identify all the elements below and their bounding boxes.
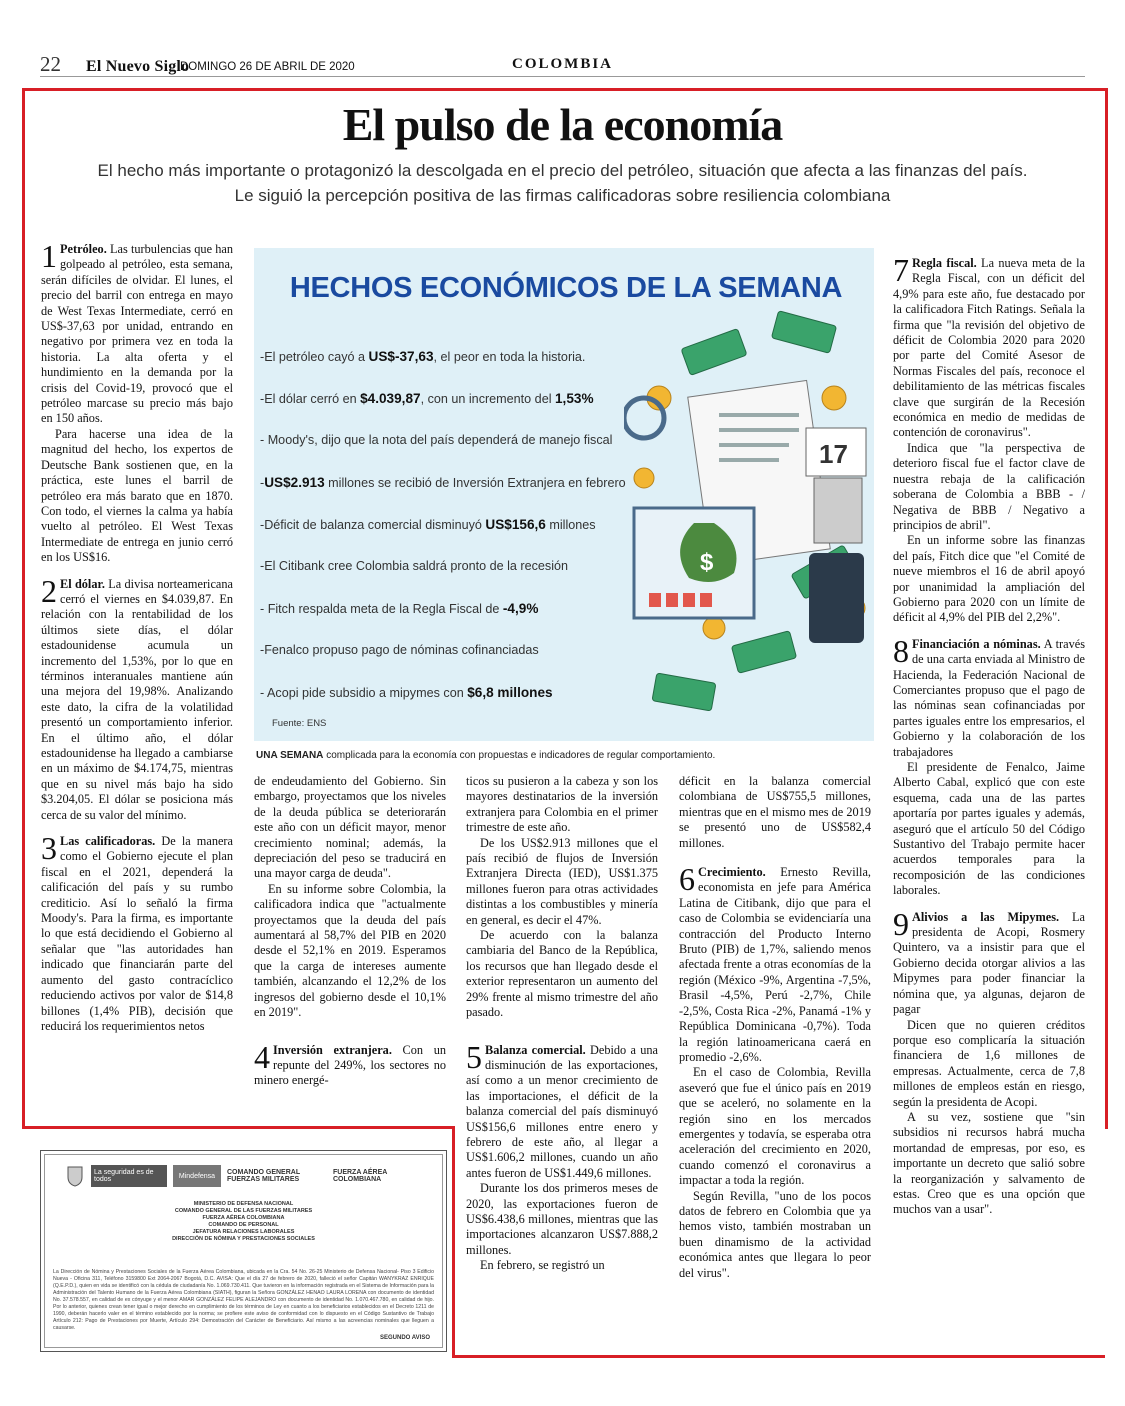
ad-heading-line: MINISTERIO DE DEFENSA NACIONAL [193, 1201, 294, 1207]
paragraph: En el caso de Colombia, Revilla aseveró que fue el único país en 2019 que se aceleró, no solamente en la región sino en los mercados emergentes y todavía, se esperaba otra aceleración del crecimiento en 2020, cuando comenzó el coronavirus a impactar a toda la región. [679, 1065, 871, 1188]
paragraph: Dicen que no quieren créditos porque eso complicaría la situación financiera de 1,6 millones de empresas. Actualmente, cerca de 7,8 millones de empleos están en riesgo, según la presidenta de Acopi. [893, 1017, 1085, 1109]
column-4 [679, 774, 871, 1281]
infographic-title: HECHOS ECONÓMICOS DE LA SEMANA [289, 272, 843, 304]
section-keyword: Crecimiento. [698, 865, 766, 880]
section-keyword: Financiación a nóminas. [912, 636, 1041, 651]
infographic-item-8: -Fenalco propuso pago de nóminas cofinanciadas [260, 643, 539, 657]
infographic [254, 248, 874, 741]
section-number: 7 [893, 252, 909, 288]
paragraph: Con un repunte del 249%, los sectores no minero energé- [254, 1042, 446, 1088]
infographic-item-3: - Moody's, dijo que la nota del país dependerá de manejo fiscal [260, 433, 613, 447]
section-number: 6 [679, 861, 695, 898]
ad-heading-line: COMANDO DE PERSONAL [208, 1222, 279, 1228]
highlight-frame-left-bottom [22, 1126, 455, 1129]
infographic-source: Fuente: ENS [272, 718, 327, 729]
paragraph: La presidenta de Acopi, Rosmery Quintero, va a insistir para que el Gobierno decida otorgar alivios a las Mipymes para poder financiar la nómina que, ya algunas, dejaron de pagar [893, 909, 1085, 1017]
legal-notice-ad [40, 1150, 447, 1352]
ad-logos [65, 1161, 430, 1191]
paragraph: En febrero, se registró un [480, 1258, 605, 1273]
ad-heading [45, 1201, 442, 1243]
money-illustration [624, 308, 874, 728]
section-keyword: Petróleo. [60, 242, 107, 256]
infographic-item-7: - Fitch respalda meta de la Regla Fiscal de -4,9% [260, 601, 539, 616]
column-1 [41, 238, 233, 1034]
section-number: 8 [893, 632, 909, 669]
svg-text:$: $ [700, 549, 714, 576]
section-keyword: El dólar. [60, 576, 105, 591]
paragraph: Ernesto Revilla, economista en jefe para América Latina de Citibank, dijo que para el caso de Colombia se evidenciaría una contracción del Producto Interno Bruto (PIB) de 1,7%, saliendo menos afectada frente a otras economías de la región (México -9%, Argentina -7,5%, Brasil -4,5%, Perú -2,7%, Chile -2,5%, Costa Rica -2%, Panamá -1% y República Dominicana -0,7%). Toda la región latinoamericana caerá en promedio -2,6%. [679, 865, 871, 1064]
ad-logo-comando: COMANDO GENERAL FUERZAS MILITARES [227, 1169, 300, 1183]
paragraph: En un informe sobre las finanzas del país, Fitch dice que "el Comité de nueve miembros el 16 de abril apoyó por unanimidad la ampliación del Gobierno para 2020 con un límite de déficit al 4,9% del PIB del 2,2%". [893, 533, 1085, 625]
column-3 [466, 774, 658, 1274]
paragraph: ticos su pusieron a la cabeza y son los mayores destinatarios de la inversión extranjera para Colombia en el primer trimestre de este año. [466, 774, 658, 835]
article-title: El pulso de la economía [342, 99, 783, 150]
paragraph: El presidente de Fenalco, Jaime Alberto Cabal, explicó que con este esquema, cada una de las partes aportaría por partes iguales y además, aseguró que el artículo 50 del Código Sustantivo del Trabajo permite hacer acuerdos temporales para la recomposición de las condiciones laborales. [893, 760, 1085, 898]
highlight-frame-inner-left [452, 1126, 455, 1358]
ad-heading-line: FUERZA AÉREA COLOMBIANA [202, 1215, 285, 1221]
section-keyword: Alivios a las Mipymes. [912, 909, 1060, 924]
section-keyword: Las calificadoras. [60, 834, 156, 849]
subtitle-line-1: El hecho más importante o protagonizó la descolgada en el precio del petróleo, situación que afecta a las finanzas del país. [97, 161, 1028, 180]
article-subtitle [30, 158, 1095, 208]
ad-logo-seguridad: La seguridad es de todos [91, 1165, 167, 1187]
paragraph: déficit en la balanza comercial colombiana de US$755,5 millones, mientras que en el mismo mes de 2019 se presentó uno de US$582,4 millones. [679, 774, 871, 850]
ad-logo-mindefensa: Mindefensa [173, 1165, 221, 1187]
paragraph: A su vez, sostiene que "sin subsidios ni recursos habrá mucha mortandad de empresas, por eso, es importante un decreto que salió sobre la reorganización y salvamento de estas. Creo que es una opción que muchos van a usar". [893, 1109, 1085, 1217]
ad-logo-fac: FUERZA AÉREA COLOMBIANA [333, 1169, 388, 1183]
section-number: 4 [254, 1038, 270, 1075]
section-name: COLOMBIA [512, 56, 614, 72]
ad-body-text: La Dirección de Nómina y Prestaciones Sociales de la Fuerza Aérea Colombiana, ubicada en la Cra. 54 No. 26-25 Ministerio de Defensa Nacional- Piso 3 Edificio Nueva - Oficina 311, Teléfono 3159800 Ext 2064-2067 Bogotá, D.C. AVISA: Que el día 27 de febrero de 2020, falleció el señor Capitán WANYKRAZ ENRIQUE (Q.E.P.D.), quien en vida se identificó con la cédula de ciudadanía No. 1.069.730.411. Que tuvieron en la información registrada en el Sistema de Información para la Administración del Talento Humano de la Fuerza Aérea Colombiana (SIATH), figuran la Señora GONZÁLEZ HENAO LAURA LORENA con documento de identidad No. 37.578.557, en calidad de ex cónyuge y el menor AMAR GONZÁLEZ FELIPE ALEJANDRO con documento de identidad No. 1.070.467.780, en calidad de hijo. Por lo anterior, quienes crean tener igual o mejor derecho en cumplimiento de los términos de Ley en cuanto a los beneficiarios establecidos en el Decreto 1211 de 1990, deberán hacerlo valer en el término establecido por la norma; se profiere este aviso de conformidad con lo dispuesto en el Código Sustantivo de Trabajo Artículo 212: Pago de Prestaciones por Muerte, Artículo 294: Demostración del Carácter de Beneficiario. Así mismo a las acreencias nominales que lleguen a causarse. [53, 1269, 434, 1331]
paragraph: Debido a una disminución de las exportaciones, así como a un menor crecimiento de las importaciones, el déficit de la balanza comercial del país disminuyó US$156,6 millones entre enero y febrero de este año, al llegar a US$1.606,2 millones, cuando un año antes fueron de US$1.449,6 millones. [466, 1042, 658, 1180]
ad-notice-label: SEGUNDO AVISO [379, 1335, 430, 1341]
ad-heading-line: JEFATURA RELACIONES LABORALES [192, 1229, 295, 1235]
section-keyword: Balanza comercial. [485, 1042, 586, 1057]
paragraph: De la manera como el Gobierno ejecute el plan fiscal en el 2021, dependerá la calificación del país y su rumbo crediticio. Así lo señaló la firma Moody's. Para la firma, es importante lo que está decidiendo el Gobierno al señalar que "las autoridades han indicado que financiarán parte del aumento del gasto contracíclico reduciendo activos por valor de $14,8 billones (1,4% PIB), decisión que reducirá los requerimientos netos [41, 834, 233, 1033]
section-number: 3 [41, 830, 57, 867]
highlight-frame-bottom [452, 1355, 1105, 1358]
issue-date: DOMINGO 26 DE ABRIL DE 2020 [180, 61, 355, 73]
section-keyword: Regla fiscal. [912, 256, 977, 270]
subtitle-line-2: Le siguió la percepción positiva de las firmas calificadoras sobre resiliencia colombiana [234, 186, 891, 205]
infographic-item-5: -Déficit de balanza comercial disminuyó US$156,6 millones [260, 517, 596, 532]
infographic-item-4: -US$2.913 millones se recibió de Inversión Extranjera en febrero [260, 475, 626, 490]
column-5 [893, 252, 1085, 1218]
infographic-item-9: - Acopi pide subsidio a mipymes con $6,8 millones [260, 685, 553, 700]
infographic-item-1: -El petróleo cayó a US$-37,63, el peor en toda la historia. [260, 349, 586, 364]
paragraph: Las turbulencias que han golpeado al petróleo, esta semana, serán difíciles de olvidar. El lunes, el precio del barril con entrega en mayo de West Texas Intermediate, cerró en US$-37,63 por unidad, entrando en negativo por primera vez en toda la historia. La alta oferta y el hundimiento en la demanda por la crisis del Covid-19, provocó que el petróleo marcase su precio más bajo en 150 años. [41, 242, 233, 426]
paragraph: Para hacerse una idea de la magnitud del hecho, los expertos de Deutsche Bank sostienen que, en la práctica, este lunes el barril de petróleo era más barato que en 1870. Con todo, el viernes la calma ya había vuelto al petróleo. El West Texas Intermediate de entrega en junio cerró en los US$16. [41, 426, 233, 565]
ad-heading-line: DIRECCIÓN DE NÓMINA Y PRESTACIONES SOCIALES [172, 1236, 315, 1242]
paragraph: De los US$2.913 millones que el país recibió de flujos de Inversión Extranjera Directa (IED), US$1.375 millones fueron para otras actividades distintas a los combustibles y minería en general, es decir el 47%. [466, 835, 658, 927]
ad-heading-line: COMANDO GENERAL DE LAS FUERZAS MILITARES [174, 1208, 313, 1214]
paragraph: La nueva meta de la Regla Fiscal, con un déficit del 4,9% para este año, fue destacado por la calificadora Fitch Ratings. Señala la firma que "la revisión del objetivo de déficit de Colombia 2020 para 2020 por parte del Comité Asesor de Normas Fiscales del país, reconoce el debilitamiento de las métricas fiscales clave que surgirán de la Recesión económica en medio de medidas de contención de coronavirus". [893, 256, 1085, 440]
infographic-item-6: -El Citibank cree Colombia saldrá pronto de la recesión [260, 559, 568, 573]
paragraph: Durante los dos primeros meses de 2020, las exportaciones fueron de US$6.438,6 millones, mientras que las importaciones alcanzaron US$7.888,2 millones. [466, 1181, 658, 1257]
ad-inner-border [44, 1154, 443, 1348]
paragraph: Indica que "la perspectiva de deterioro fiscal fue el factor clave de nuestra rebaja de la calificación soberana de Colombia a BBB - / Negativa de BBB / Negativo a principios de abril". [893, 440, 1085, 532]
paragraph: De acuerdo con la balanza cambiaria del Banco de la República, los recursos que han llegado desde el exterior representaron un aumento del 29% frente al mismo trimestre del año pasado. [466, 928, 658, 1020]
paragraph: Según Revilla, "uno de los pocos datos de febrero en Colombia que ya hemos visto, también mostraban un buen dinamismo de la actividad económica antes que llegara lo peor del virus". [679, 1188, 871, 1280]
paragraph: de endeudamiento del Gobierno. Sin embargo, proyectamos que los niveles de la deuda pública se deteriorarán este año con un déficit mayor, menor crecimiento nominal; además, la depreciación del peso se traducirá en una mayor carga de deuda". [254, 774, 446, 881]
column-2 [254, 774, 446, 1089]
infographic-caption: UNA SEMANA complicada para la economía con propuestas e indicadores de regular comportamiento. [256, 750, 716, 761]
paragraph: En su informe sobre Colombia, la calificadora indica que "actualmente proyectamos que la deuda del país aumentará al 58,7% del PIB en 2020 desde el 52,1% en 2019. Esperamos que la carga de intereses aumente también, alcanzando el 12,2% de los ingresos del gobierno desde el 10,1% en 2019". [254, 881, 446, 1020]
section-number: 9 [893, 905, 909, 942]
section-number: 5 [466, 1038, 482, 1075]
section-number: 1 [41, 238, 57, 274]
paragraph: A través de una carta enviada al Ministro de Hacienda, la Federación Nacional de Comerciantes propuso que el pago de las nóminas sean cofinanciadas por partes iguales entre los empresarios, el Gobierno y la colaboración de los trabajadores [893, 636, 1085, 759]
page-number: 22 [40, 52, 61, 76]
section-number: 2 [41, 572, 57, 609]
header-rule [40, 76, 1085, 77]
colombia-shield-icon [65, 1165, 85, 1187]
newspaper-name: El Nuevo Siglo [86, 58, 190, 75]
svg-text:17: 17 [819, 439, 848, 469]
section-keyword: Inversión extranjera. [273, 1042, 392, 1057]
infographic-item-2: -El dólar cerró en $4.039,87, con un incremento del 1,53% [260, 391, 594, 406]
paragraph: La divisa norteamericana cerró el viernes en $4.039,87. En relación con la rentabilidad de los últimos siete días, el dólar estadounidense acumula un incremento del 1,53%, por lo que en términos interanuales mantiene aún una mejora del 19,98%. Analizando este dato, la cifra de la volatilidad presentó un comportamiento inferior. En el último año, el dólar estadounidense ha llegado a cambiarse en un máximo de $4.174,75, mientras que en su nivel más bajo ha sido $3.204,05. El dólar se posiciona más cerca de su valor del mínimo. [41, 576, 233, 822]
